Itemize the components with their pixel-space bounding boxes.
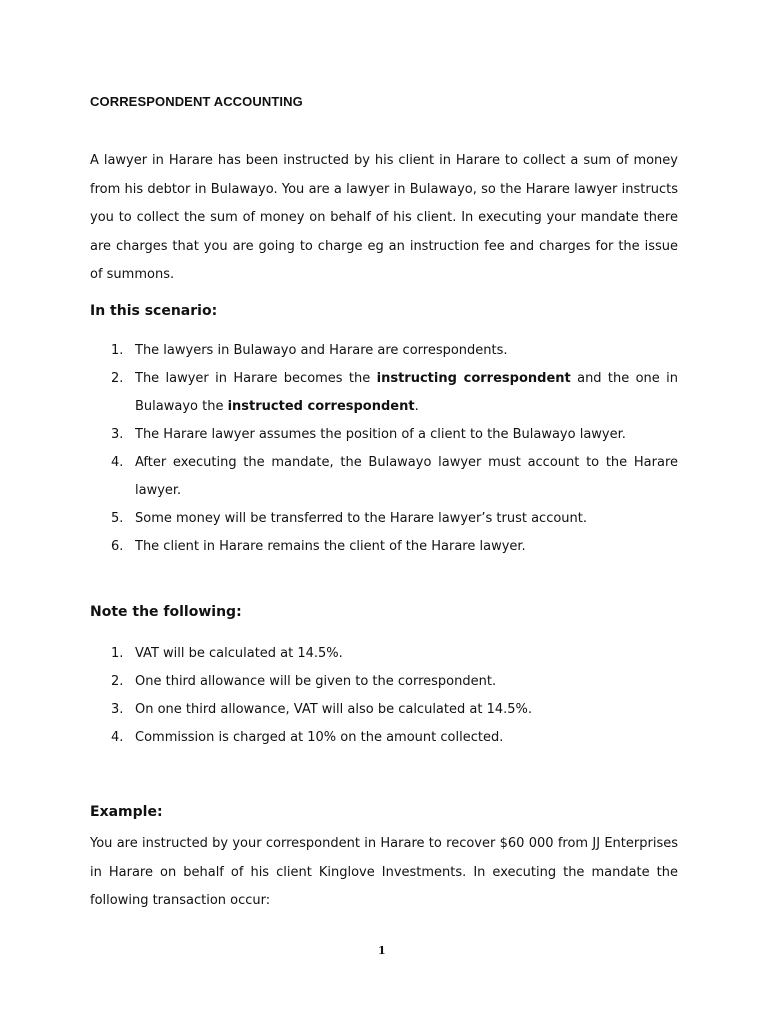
scenario-heading: In this scenario: [90, 303, 218, 319]
example-paragraph: You are instructed by your correspondent in Harare to recover $60 000 from JJ Enterprises in Harare on behalf of his client Kinglove Investments. In executing the mandate the following transaction occur: [90, 836, 678, 908]
note-list [90, 640, 678, 752]
list-item-text: VAT will be calculated at 14.5%. [135, 646, 343, 661]
list-item-text-pre: The lawyer in Harare becomes the [135, 371, 377, 386]
list-number: 6. [111, 539, 124, 554]
list-number: 1. [111, 646, 124, 661]
list-item-text: One third allowance will be given to the correspondent. [135, 674, 497, 689]
list-item-text: The lawyers in Bulawayo and Harare are correspondents. [135, 343, 508, 358]
list-number: 4. [111, 730, 124, 745]
list-item [90, 724, 678, 752]
list-item [90, 337, 678, 365]
page-number: 1 [378, 944, 386, 957]
list-number: 5. [111, 511, 124, 526]
list-number: 3. [111, 702, 124, 717]
example-heading: Example: [90, 804, 163, 820]
list-item [90, 696, 678, 724]
list-item-text: Some money will be transferred to the Harare lawyer’s trust account. [135, 511, 587, 526]
list-number: 4. [111, 455, 124, 470]
instructed-correspondent-term: instructed correspondent [227, 399, 415, 414]
list-item [90, 365, 678, 421]
list-item-text: After executing the mandate, the Bulawayo lawyer must account to the Harare lawyer. [135, 455, 678, 498]
list-item-text-post: . [414, 399, 419, 414]
document-page [90, 0, 678, 1024]
list-item-text: Commission is charged at 10% on the amount collected. [135, 730, 504, 745]
intro-paragraph: A lawyer in Harare has been instructed by his client in Harare to collect a sum of money from his debtor in Bulawayo. You are a lawyer in Bulawayo, so the Harare lawyer instructs you to collect the sum of money on behalf of his client. In executing your mandate there are charges that you are going to charge eg an instruction fee and charges for the issue of summons. [90, 153, 678, 282]
list-item [90, 533, 678, 561]
list-item-text: The client in Harare remains the client of the Harare lawyer. [135, 539, 526, 554]
list-item [90, 668, 678, 696]
list-number: 1. [111, 343, 124, 358]
list-number: 2. [111, 371, 124, 386]
note-heading: Note the following: [90, 604, 242, 620]
list-number: 3. [111, 427, 124, 442]
instructing-correspondent-term: instructing correspondent [376, 371, 571, 386]
list-item-text: The Harare lawyer assumes the position of a client to the Bulawayo lawyer. [135, 427, 626, 442]
scenario-list [90, 337, 678, 561]
list-item [90, 505, 678, 533]
list-item-text-mid: and the one in Bulawayo the [135, 371, 678, 414]
list-item [90, 421, 678, 449]
list-item [90, 449, 678, 505]
list-item [90, 640, 678, 668]
document-title: CORRESPONDENT ACCOUNTING [90, 94, 303, 109]
list-item-text: On one third allowance, VAT will also be calculated at 14.5%. [135, 702, 533, 717]
list-number: 2. [111, 674, 124, 689]
